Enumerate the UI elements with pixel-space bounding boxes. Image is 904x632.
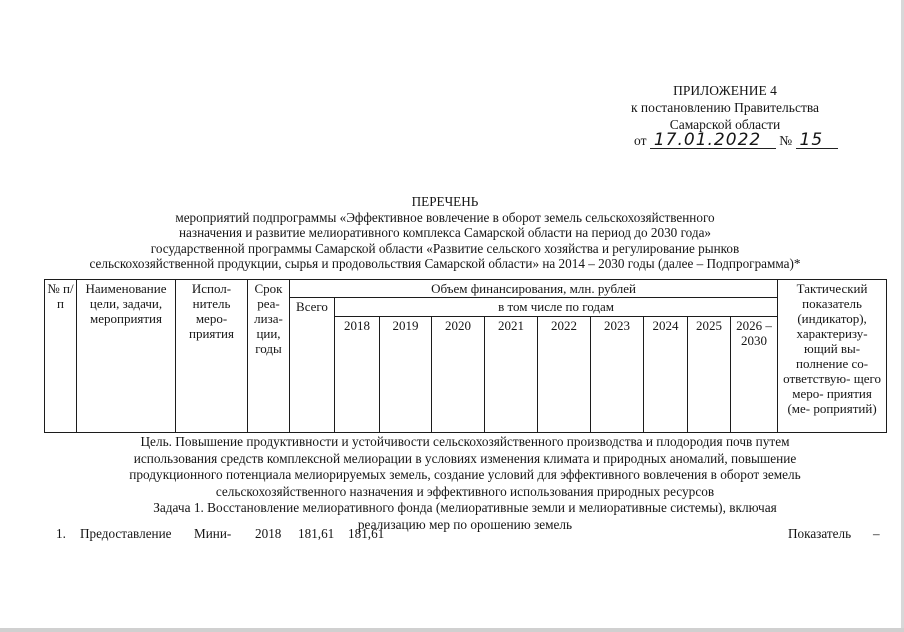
col-header-num: № п/п xyxy=(45,280,77,433)
appendix-region: Самарской области xyxy=(669,117,781,132)
row-dash: – xyxy=(873,526,880,541)
title-heading: ПЕРЕЧЕНЬ xyxy=(411,194,479,209)
goal-section xyxy=(44,434,886,533)
year-header: 2020 xyxy=(432,317,485,433)
title-line: назначения и развитие мелиоративного комплекса Самарской области на период до 2030 года» xyxy=(178,225,712,240)
col-header-total: Всего xyxy=(290,298,335,433)
goal-line: Цель. Повышение продуктивности и устойчивости сельскохозяйственного производства и плодородия почв путем xyxy=(140,434,790,449)
row-executor: Мини- xyxy=(194,526,232,541)
col-header-funding: Объем финансирования, млн. рублей xyxy=(290,280,778,298)
row-total: 181,61 xyxy=(298,526,335,541)
task-line: Задача 1. Восстановление мелиоративного фонда (мелиоративные земли и мелиоративные системы), включая xyxy=(153,500,777,515)
goal-line: использования средств комплексной мелиорации в условиях изменения климата и природных аномалий, повышение xyxy=(133,450,797,466)
year-header: 2023 xyxy=(591,317,644,433)
number-sign: № xyxy=(779,133,793,148)
goal-line: продукционного потенциала мелиорируемых земель, создание условий для эффективного вовлечения в оборот земель xyxy=(129,467,801,482)
title-line: мероприятий подпрограммы «Эффективное вовлечение в оборот земель сельскохозяйственного xyxy=(175,209,715,225)
task-line: реализацию мер по орошению земель xyxy=(357,516,573,532)
title-line: государственной программы Самарской области «Развитие сельского хозяйства и регулирование рынков xyxy=(150,240,740,256)
title-line: сельскохозяйственной продукции, сырья и продовольствия Самарской области» на 2014 – 2030 годы (далее – Подпрограмма)* xyxy=(89,256,801,271)
col-header-by-years: в том числе по годам xyxy=(335,298,778,317)
row-name: Предоставление xyxy=(80,526,172,541)
row-num: 1. xyxy=(56,526,66,541)
year-header: 2025 xyxy=(688,317,731,433)
appendix-decree-ref: к постановлению Правительства xyxy=(630,100,820,115)
from-prefix: от xyxy=(634,133,647,148)
scan-edge-bottom xyxy=(0,628,904,632)
col-header-indicator: Тактический показатель (индикатор), характеризу- ющий вы- полнение со- ответствую- щего меро- приятия (ме- роприятий) xyxy=(778,280,887,433)
row-term: 2018 xyxy=(255,526,282,541)
year-header: 2026 – 2030 xyxy=(731,317,778,433)
handwritten-date: 17.01.2022 xyxy=(650,132,776,149)
appendix-number: ПРИЛОЖЕНИЕ 4 xyxy=(673,83,777,98)
goal-line: сельскохозяйственного назначения и эффективного использования природных ресурсов xyxy=(215,483,715,499)
decree-date-number xyxy=(634,132,838,149)
row-indicator: Показатель xyxy=(788,526,852,541)
row-2018: 181,61 xyxy=(348,526,385,541)
year-header: 2018 xyxy=(335,317,380,433)
handwritten-number: 15 xyxy=(796,132,838,149)
col-header-name: Наименование цели, задачи, мероприятия xyxy=(77,280,176,433)
col-header-term: Срок реа- лиза- ции, годы xyxy=(248,280,290,433)
measures-table xyxy=(44,279,887,433)
col-header-executor: Испол- нитель меро- приятия xyxy=(176,280,248,433)
document-title xyxy=(30,194,860,272)
appendix-header xyxy=(560,82,890,133)
year-header: 2022 xyxy=(538,317,591,433)
year-header: 2019 xyxy=(380,317,432,433)
year-header: 2024 xyxy=(644,317,688,433)
year-header: 2021 xyxy=(485,317,538,433)
